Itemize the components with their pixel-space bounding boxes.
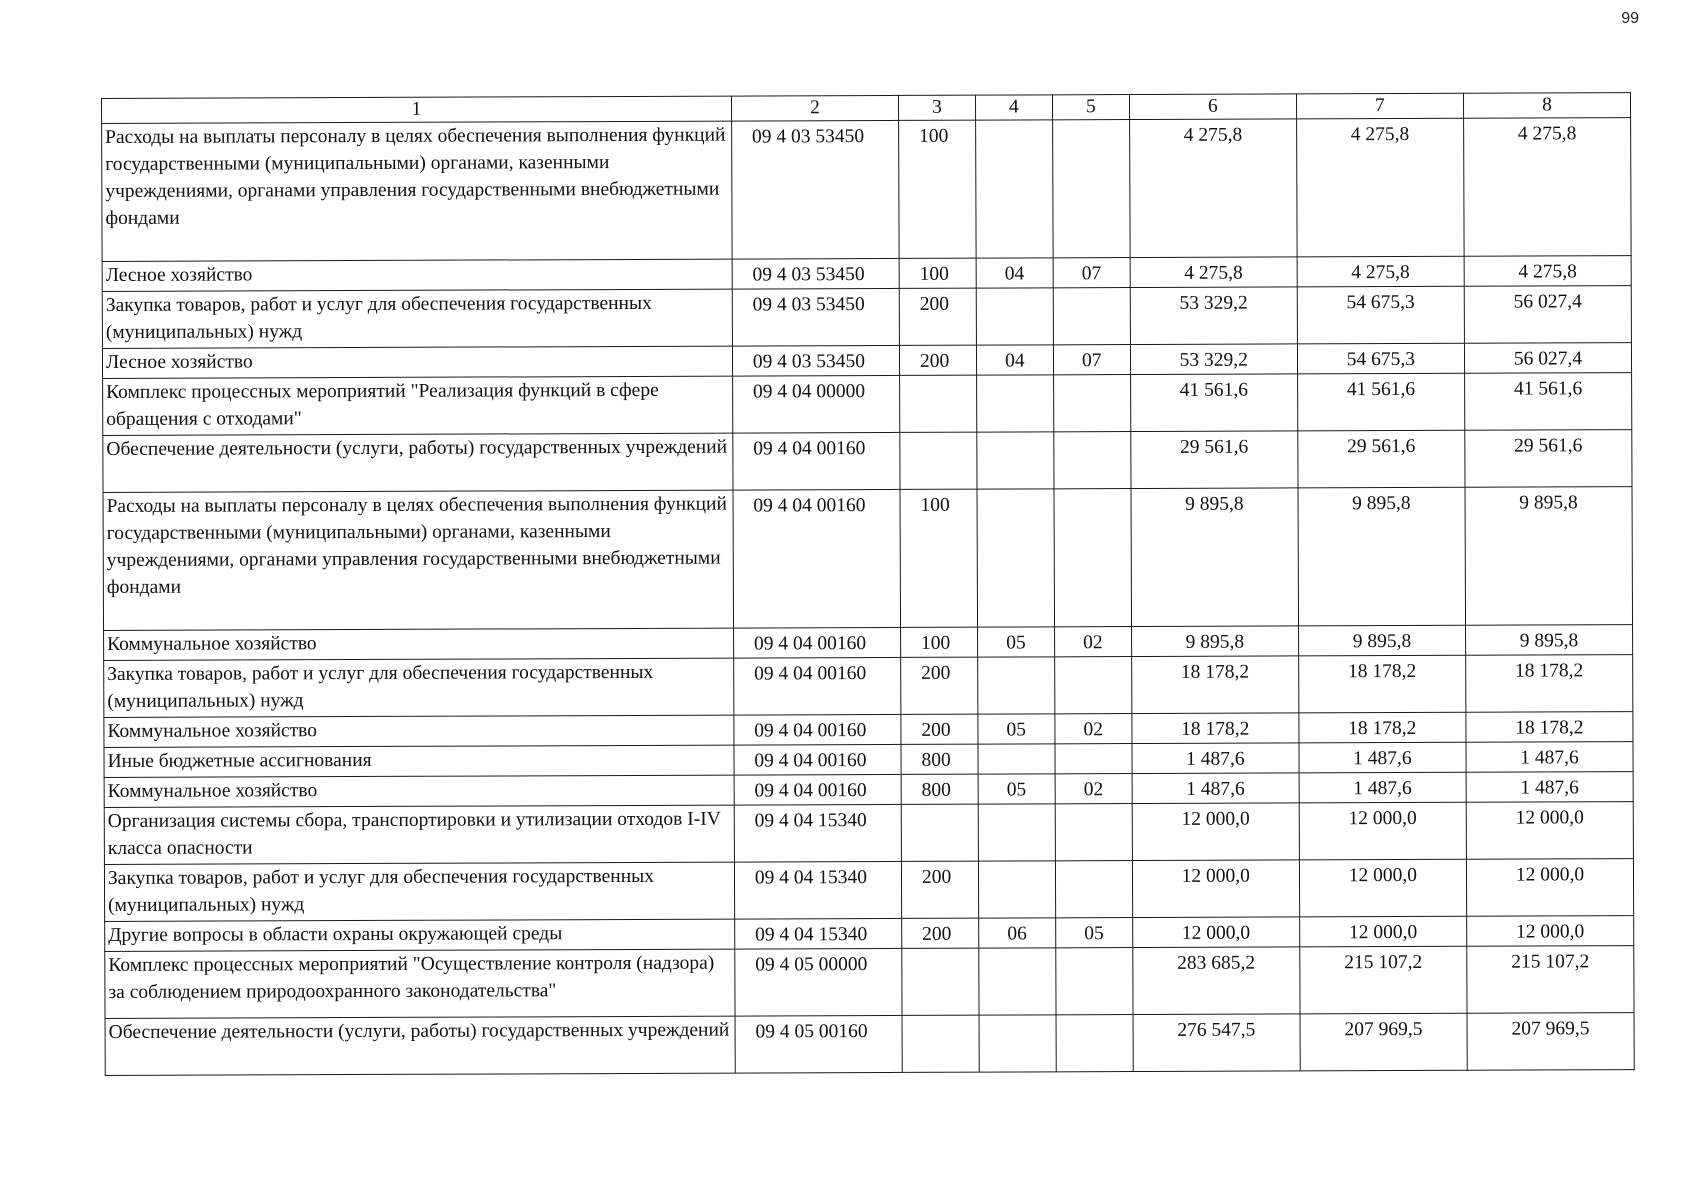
- amount-year2-cell: 12 000,0: [1299, 859, 1466, 917]
- amount-year3-cell: 29 561,6: [1465, 430, 1632, 488]
- budget-table-wrapper: [101, 92, 1635, 1076]
- amount-year3-cell: 41 561,6: [1464, 373, 1631, 431]
- amount-year3-cell: 215 107,2: [1467, 946, 1634, 1014]
- section-cell: [978, 657, 1055, 714]
- subsection-cell: 02: [1055, 774, 1132, 804]
- subsection-cell: [1054, 657, 1131, 714]
- expense-type-cell: 800: [901, 744, 978, 774]
- amount-year1-cell: 9 895,8: [1131, 488, 1299, 627]
- target-code-cell: 09 4 04 00160: [734, 774, 901, 805]
- amount-year2-cell: 1 487,6: [1299, 772, 1466, 803]
- amount-year3-cell: 4 275,8: [1463, 118, 1631, 257]
- amount-year1-cell: 283 685,2: [1133, 947, 1300, 1015]
- expense-type-cell: 100: [900, 489, 977, 627]
- amount-year2-cell: 54 675,3: [1297, 343, 1464, 374]
- subsection-cell: [1054, 432, 1131, 489]
- row-name-cell: Расходы на выплаты персоналу в целях обеспечения выполнения функций государственными (муниципальными) органами, казенными учреждениями, органами управления государственными внебюджетными фондами: [102, 121, 732, 261]
- column-header: 3: [898, 95, 975, 120]
- expense-type-cell: 200: [899, 288, 976, 345]
- amount-year2-cell: 54 675,3: [1297, 286, 1464, 344]
- section-cell: [978, 744, 1055, 774]
- column-header: 5: [1052, 95, 1129, 120]
- amount-year3-cell: 1 487,6: [1466, 772, 1633, 803]
- section-cell: [975, 120, 1052, 258]
- amount-year2-cell: 18 178,2: [1298, 655, 1465, 713]
- row-name-cell: Обеспечение деятельности (услуги, работы) государственных учреждений: [105, 1016, 735, 1075]
- subsection-cell: [1053, 288, 1130, 345]
- amount-year2-cell: 215 107,2: [1300, 946, 1467, 1014]
- subsection-cell: [1055, 861, 1132, 918]
- expense-type-cell: 200: [902, 918, 979, 948]
- section-cell: [977, 489, 1054, 627]
- table-row: [104, 802, 1633, 865]
- target-code-cell: 09 4 03 53450: [732, 258, 899, 289]
- section-cell: [978, 861, 1055, 918]
- target-code-cell: 09 4 04 15340: [734, 804, 901, 862]
- amount-year3-cell: 4 275,8: [1464, 256, 1631, 287]
- amount-year2-cell: 41 561,6: [1297, 373, 1464, 431]
- subsection-cell: [1055, 804, 1132, 861]
- table-row: [102, 118, 1632, 262]
- amount-year3-cell: 12 000,0: [1466, 859, 1633, 917]
- row-name-cell: Другие вопросы в области охраны окружающей среды: [105, 919, 735, 951]
- row-name-cell: Закупка товаров, работ и услуг для обеспечения государственных (муниципальных) нужд: [102, 289, 732, 348]
- target-code-cell: 09 4 04 15340: [734, 861, 901, 919]
- table-row: [105, 1013, 1634, 1076]
- table-row: [104, 655, 1633, 718]
- amount-year1-cell: 53 329,2: [1130, 287, 1297, 345]
- amount-year1-cell: 1 487,6: [1132, 773, 1299, 804]
- section-cell: 05: [978, 774, 1055, 804]
- section-cell: [979, 948, 1056, 1015]
- column-header: 1: [102, 96, 732, 123]
- section-cell: 04: [976, 345, 1053, 375]
- expense-type-cell: 100: [900, 627, 977, 657]
- page-number: 99: [1621, 10, 1639, 27]
- amount-year2-cell: 18 178,2: [1299, 712, 1466, 743]
- amount-year1-cell: 12 000,0: [1132, 917, 1299, 948]
- subsection-cell: 05: [1055, 918, 1132, 948]
- amount-year3-cell: 18 178,2: [1466, 655, 1633, 713]
- amount-year2-cell: 9 895,8: [1298, 487, 1466, 626]
- expense-type-cell: [902, 948, 979, 1015]
- table-body: [102, 118, 1635, 1076]
- expense-type-cell: [900, 432, 977, 489]
- amount-year2-cell: 12 000,0: [1299, 916, 1466, 947]
- amount-year1-cell: 29 561,6: [1131, 431, 1298, 489]
- target-code-cell: 09 4 04 00160: [733, 489, 901, 628]
- amount-year3-cell: 56 027,4: [1464, 343, 1631, 374]
- target-code-cell: 09 4 05 00160: [735, 1015, 902, 1073]
- section-cell: 05: [978, 714, 1055, 744]
- section-cell: [977, 432, 1054, 489]
- amount-year1-cell: 4 275,8: [1129, 119, 1297, 258]
- table-row: [104, 859, 1633, 922]
- section-cell: [979, 1015, 1056, 1072]
- target-code-cell: 09 4 04 15340: [735, 918, 902, 949]
- table-row: [102, 286, 1631, 349]
- target-code-cell: 09 4 04 00160: [733, 432, 900, 490]
- row-name-cell: Комплекс процессных мероприятий "Реализация функций в сфере обращения с отходами": [103, 376, 733, 435]
- row-name-cell: Иные бюджетные ассигнования: [104, 745, 734, 777]
- column-header: 2: [731, 95, 898, 121]
- section-cell: [976, 375, 1053, 432]
- subsection-cell: 07: [1053, 258, 1130, 288]
- subsection-cell: [1055, 744, 1132, 774]
- amount-year1-cell: 9 895,8: [1131, 626, 1298, 657]
- amount-year1-cell: 18 178,2: [1131, 656, 1298, 714]
- expense-type-cell: 200: [901, 714, 978, 744]
- subsection-cell: [1054, 489, 1131, 627]
- table-row: [105, 946, 1634, 1019]
- target-code-cell: 09 4 04 00160: [734, 744, 901, 775]
- expense-type-cell: 200: [901, 861, 978, 918]
- expense-type-cell: [902, 1015, 979, 1072]
- amount-year1-cell: 4 275,8: [1130, 257, 1297, 288]
- subsection-cell: [1056, 948, 1133, 1015]
- amount-year3-cell: 9 895,8: [1465, 625, 1632, 656]
- subsection-cell: 02: [1054, 627, 1131, 657]
- section-cell: [978, 804, 1055, 861]
- expense-type-cell: 800: [901, 774, 978, 804]
- expense-type-cell: 200: [899, 345, 976, 375]
- section-cell: 04: [976, 258, 1053, 288]
- expense-type-cell: 200: [901, 657, 978, 714]
- table-row: [103, 373, 1632, 436]
- amount-year1-cell: 276 547,5: [1133, 1014, 1300, 1072]
- column-header: 8: [1463, 93, 1630, 119]
- target-code-cell: 09 4 04 00160: [733, 627, 900, 658]
- row-name-cell: Коммунальное хозяйство: [104, 775, 734, 807]
- amount-year1-cell: 41 561,6: [1130, 374, 1297, 432]
- amount-year1-cell: 1 487,6: [1132, 743, 1299, 774]
- subsection-cell: [1053, 375, 1130, 432]
- amount-year3-cell: 1 487,6: [1466, 742, 1633, 773]
- expense-type-cell: 100: [899, 258, 976, 288]
- row-name-cell: Закупка товаров, работ и услуг для обеспечения государственных (муниципальных) нужд: [104, 658, 734, 717]
- amount-year3-cell: 12 000,0: [1467, 916, 1634, 947]
- target-code-cell: 09 4 03 53450: [732, 288, 899, 346]
- target-code-cell: 09 4 05 00000: [735, 948, 902, 1016]
- amount-year3-cell: 18 178,2: [1466, 712, 1633, 743]
- section-cell: [976, 288, 1053, 345]
- subsection-cell: 07: [1053, 345, 1130, 375]
- column-header: 4: [975, 95, 1052, 120]
- target-code-cell: 09 4 04 00000: [732, 375, 899, 433]
- amount-year2-cell: 4 275,8: [1296, 118, 1464, 257]
- row-name-cell: Расходы на выплаты персоналу в целях обеспечения выполнения функций государственными (муниципальными) органами, казенными учреждениями, органами управления государственными внебюджетными фондами: [103, 490, 733, 630]
- expense-type-cell: [899, 375, 976, 432]
- amount-year2-cell: 12 000,0: [1299, 802, 1466, 860]
- amount-year1-cell: 53 329,2: [1130, 344, 1297, 375]
- expense-type-cell: [901, 804, 978, 861]
- amount-year3-cell: 9 895,8: [1465, 487, 1633, 626]
- subsection-cell: 02: [1055, 714, 1132, 744]
- amount-year2-cell: 9 895,8: [1298, 625, 1465, 656]
- row-name-cell: Организация системы сбора, транспортировки и утилизации отходов I-IV класса опасности: [104, 805, 734, 864]
- section-cell: 05: [977, 627, 1054, 657]
- column-header: 7: [1296, 93, 1463, 119]
- row-name-cell: Коммунальное хозяйство: [104, 715, 734, 747]
- amount-year3-cell: 56 027,4: [1464, 286, 1631, 344]
- table-row: [103, 430, 1632, 493]
- subsection-cell: [1056, 1015, 1133, 1072]
- expense-type-cell: 100: [899, 120, 976, 258]
- subsection-cell: [1052, 120, 1129, 258]
- section-cell: 06: [979, 918, 1056, 948]
- column-header: 6: [1129, 94, 1296, 120]
- amount-year3-cell: 207 969,5: [1467, 1013, 1634, 1071]
- amount-year1-cell: 12 000,0: [1132, 860, 1299, 918]
- amount-year3-cell: 12 000,0: [1466, 802, 1633, 860]
- amount-year2-cell: 4 275,8: [1297, 256, 1464, 287]
- amount-year1-cell: 12 000,0: [1132, 803, 1299, 861]
- row-name-cell: Лесное хозяйство: [102, 346, 732, 378]
- amount-year2-cell: 1 487,6: [1299, 742, 1466, 773]
- row-name-cell: Закупка товаров, работ и услуг для обеспечения государственных (муниципальных) нужд: [104, 862, 734, 921]
- row-name-cell: Коммунальное хозяйство: [104, 628, 734, 660]
- target-code-cell: 09 4 03 53450: [732, 345, 899, 376]
- row-name-cell: Обеспечение деятельности (услуги, работы) государственных учреждений: [103, 433, 733, 492]
- row-name-cell: Комплекс процессных мероприятий "Осуществление контроля (надзора) за соблюдением природоохранного законодательства": [105, 949, 735, 1018]
- amount-year1-cell: 18 178,2: [1132, 713, 1299, 744]
- amount-year2-cell: 207 969,5: [1300, 1013, 1467, 1071]
- target-code-cell: 09 4 03 53450: [731, 120, 899, 259]
- amount-year2-cell: 29 561,6: [1298, 430, 1465, 488]
- target-code-cell: 09 4 04 00160: [734, 714, 901, 745]
- table-row: [103, 487, 1633, 631]
- row-name-cell: Лесное хозяйство: [102, 259, 732, 291]
- budget-table: [101, 92, 1635, 1076]
- target-code-cell: 09 4 04 00160: [733, 657, 900, 715]
